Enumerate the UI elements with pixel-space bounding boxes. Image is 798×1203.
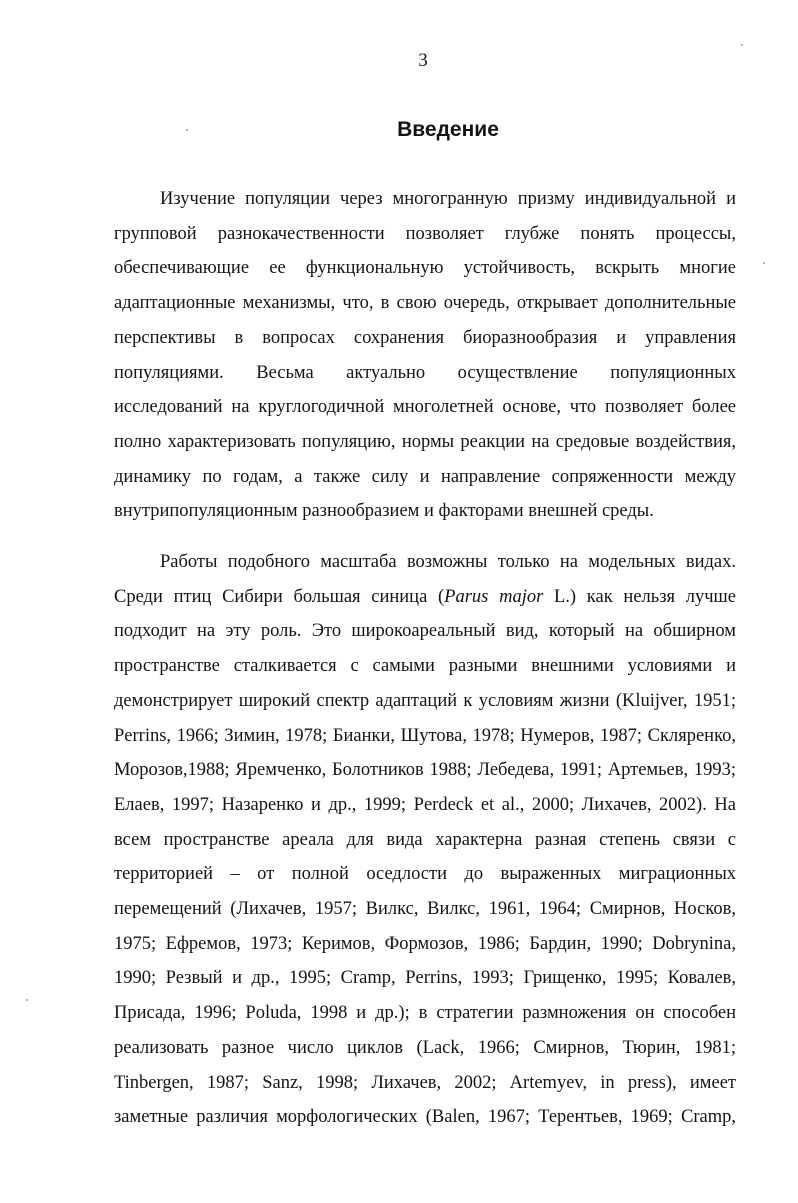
scan-speck	[741, 44, 743, 46]
paragraph-gap	[114, 529, 736, 545]
scan-speck	[763, 262, 765, 264]
paragraph-1: Изучение популяции через многогранную призму индивидуальной и групповой разнокачественности позволяет глубже понять процессы, обеспечивающие ее функциональную устойчивость, вскрыть многие адаптационные механизмы, что, в свою очередь, открывает дополнительные перспективы в вопросах сохранения биоразнообразия и управления популяциями. Весьма актуально осуществление популяционных исследований на круглогодичной многолетней основе, что позволяет более полно характеризовать популяцию, нормы реакции на средовые воздействия, динамику по годам, а также силу и направление сопряженности между внутрипопуляционным разнообразием и факторами внешней среды.	[114, 189, 736, 522]
paragraph-2-text-after: L.) как нельзя лучше подходит на эту роль. Это широкоареальный вид, который на обширном пространстве сталкивается с самыми разными внешними условиями и демонстрирует широкий спектр адаптаций к условиям жизни (Kluijver, 1951; Perrins, 1966; Зимин, 1978; Бианки, Шутова, 1978; Нумеров, 1987; Скляренко, Морозов,1988; Яремченко, Болотников 1988; Лебедева, 1991; Артемьев, 1993; Елаев, 1997; Назаренко и др., 1999; Perdeck et al., 2000; Лихачев, 2002). На всем пространстве ареала для вида характерна разная степень связи с территорией – от полной оседлости до выраженных миграционных перемещений (Лихачев, 1957; Вилкс, Вилкс, 1961, 1964; Смирнов, Носков, 1975; Ефремов, 1973; Керимов, Формозов, 1986; Бардин, 1990; Dobrynina, 1990; Резвый и др., 1995; Cramp, Perrins, 1993; Грищенко, 1995; Ковалев, Присада, 1996; Poluda, 1998 и др.); в стратегии размножения он способен реализовать разное число циклов (Lack, 1966; Смирнов, Тюрин, 1981; Tinbergen, 1987; Sanz, 1998; Лихачев, 2002; Artemyev, in press), имеет заметные различия морфологических (Balen, 1967; Терентьев, 1969; Cramp,	[114, 586, 736, 1128]
page-title: Введение	[397, 118, 499, 141]
body-text	[114, 182, 736, 1135]
species-name: Parus major	[444, 586, 544, 607]
page-number: 3	[418, 50, 428, 71]
paragraph-2-text-before: Работы подобного масштаба возможны только на модельных видах. Среди птиц Сибири большая синица (	[114, 552, 736, 607]
paragraph-2	[114, 545, 736, 1135]
scan-speck	[26, 999, 28, 1001]
